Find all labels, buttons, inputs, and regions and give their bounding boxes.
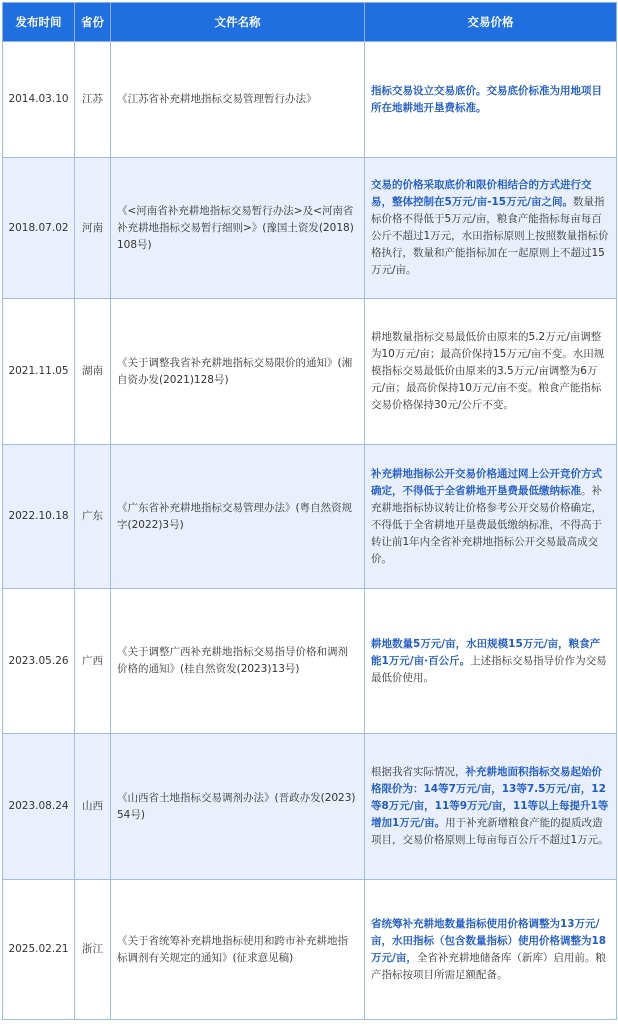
- cell-date: 2021.11.05: [3, 299, 75, 445]
- cell-date: 2022.10.18: [3, 445, 75, 589]
- cell-date: 2018.07.02: [3, 158, 75, 299]
- cell-date: 2025.02.21: [3, 880, 75, 1020]
- table-row: [3, 880, 617, 1020]
- cell-price: [365, 445, 617, 589]
- cell-document: 《关于省统筹补充耕地指标使用和跨市补充耕地指标调剂有关规定的通知》(征求意见稿): [111, 880, 365, 1020]
- cell-document: 《山西省土地指标交易调剂办法》(晋政办发(2023)54号): [111, 734, 365, 880]
- price-text-highlight: 指标交易设立交易底价。交易底价标准为用地项目所在地耕地开垦费标准。: [371, 84, 602, 114]
- cell-price: [365, 589, 617, 734]
- cell-date: 2014.03.10: [3, 42, 75, 158]
- cell-document: 《广东省补充耕地指标交易管理办法》(粤自然资规字(2022)3号): [111, 445, 365, 589]
- price-text: 。补充耕地指标协议转让价格参考公开交易价格确定，不得低于全省耕地开垦费最低缴纳标准，不得高于转让前1年内全省补充耕地指标公开交易最高成交价。: [371, 484, 602, 565]
- table-row: [3, 42, 617, 158]
- cell-province: 湖南: [75, 299, 111, 445]
- cell-province: 河南: [75, 158, 111, 299]
- price-text-highlight: 耕地数量5万元/亩，水田规模15万元/亩，粮食产能1万元/亩·百公斤。: [371, 637, 601, 667]
- table-header-row: [3, 3, 617, 42]
- header-province: 省份: [75, 3, 111, 42]
- price-text: 全省补充耕地储备库（新库）启用前。粮产指标按项目所需足额配备。: [371, 951, 606, 981]
- table-row: [3, 299, 617, 445]
- header-price: 交易价格: [365, 3, 617, 42]
- cell-document: 《江苏省补充耕地指标交易管理暂行办法》: [111, 42, 365, 158]
- cell-province: 江苏: [75, 42, 111, 158]
- header-date: 发布时间: [3, 3, 75, 42]
- price-text-highlight: 补充耕地面积指标交易起始价格限价为：14等7万元/亩，13等7.5万元/亩，12等8万元/亩，11等9万元/亩，11等以上每提升1等增加1万元/亩。: [371, 766, 609, 829]
- cell-province: 广西: [75, 589, 111, 734]
- price-text-highlight: 交易的价格采取底价和限价相结合的方式进行交易，整体控制在5万元/亩-15万元/亩之间。: [371, 179, 592, 208]
- header-document: 文件名称: [111, 3, 365, 42]
- price-text: 根据我省实际情况，: [371, 766, 466, 778]
- price-text: 上述指标交易指导价作为交易最低价使用。: [371, 654, 607, 684]
- cell-date: 2023.08.24: [3, 734, 75, 880]
- price-text-highlight: 省统筹补充耕地数量指标使用价格调整为13万元/亩，水田指标（包含数量指标）使用价格调整为18万元/亩，: [371, 917, 607, 964]
- cell-province: 广东: [75, 445, 111, 589]
- table-row: [3, 158, 617, 299]
- table-row: [3, 589, 617, 734]
- cell-document: 《<河南省补充耕地指标交易暂行办法>及<河南省补充耕地指标交易暂行细则>》(豫国土资发(2018)108号): [111, 158, 365, 299]
- cell-province: 山西: [75, 734, 111, 880]
- cell-price: [365, 880, 617, 1020]
- price-text: 用于补充新增粮食产能的提质改造项目，交易价格原则上每亩每百公斤不超过1万元。: [371, 817, 609, 846]
- cell-province: 浙江: [75, 880, 111, 1020]
- cell-price: [365, 299, 617, 445]
- table-row: [3, 445, 617, 589]
- price-text-highlight: 补充耕地指标公开交易价格通过网上公开竞价方式确定，不得低于全省耕地开垦费最低缴纳标准: [371, 467, 602, 497]
- cell-price: [365, 158, 617, 299]
- cell-price: [365, 42, 617, 158]
- cell-price: [365, 734, 617, 880]
- price-text: 耕地数量指标交易最低价由原来的5.2万元/亩调整为10万元/亩；最高价保持15万元/亩不变。水田规模指标交易最低价由原来的3.5万元/亩调整为6万元/亩；最高价保持10万元/亩不变。粮食产能指标交易价格保持30元/公斤不变。: [371, 331, 605, 411]
- price-text: 数量指标价格不得低于5万元/亩，粮食产能指标每亩每百公斤不超过1万元，水田指标原则上按照数量指标价格执行，数量和产能指标加在一起原则上不超过15万元/亩。: [371, 196, 609, 276]
- policy-table: [2, 2, 617, 1020]
- cell-document: 《关于调整我省补充耕地指标交易限价的通知》(湘自资办发(2021)128号): [111, 299, 365, 445]
- cell-date: 2023.05.26: [3, 589, 75, 734]
- cell-document: 《关于调整广西补充耕地指标交易指导价格和调剂价格的通知》(桂自然资发(2023)13号): [111, 589, 365, 734]
- table-row: [3, 734, 617, 880]
